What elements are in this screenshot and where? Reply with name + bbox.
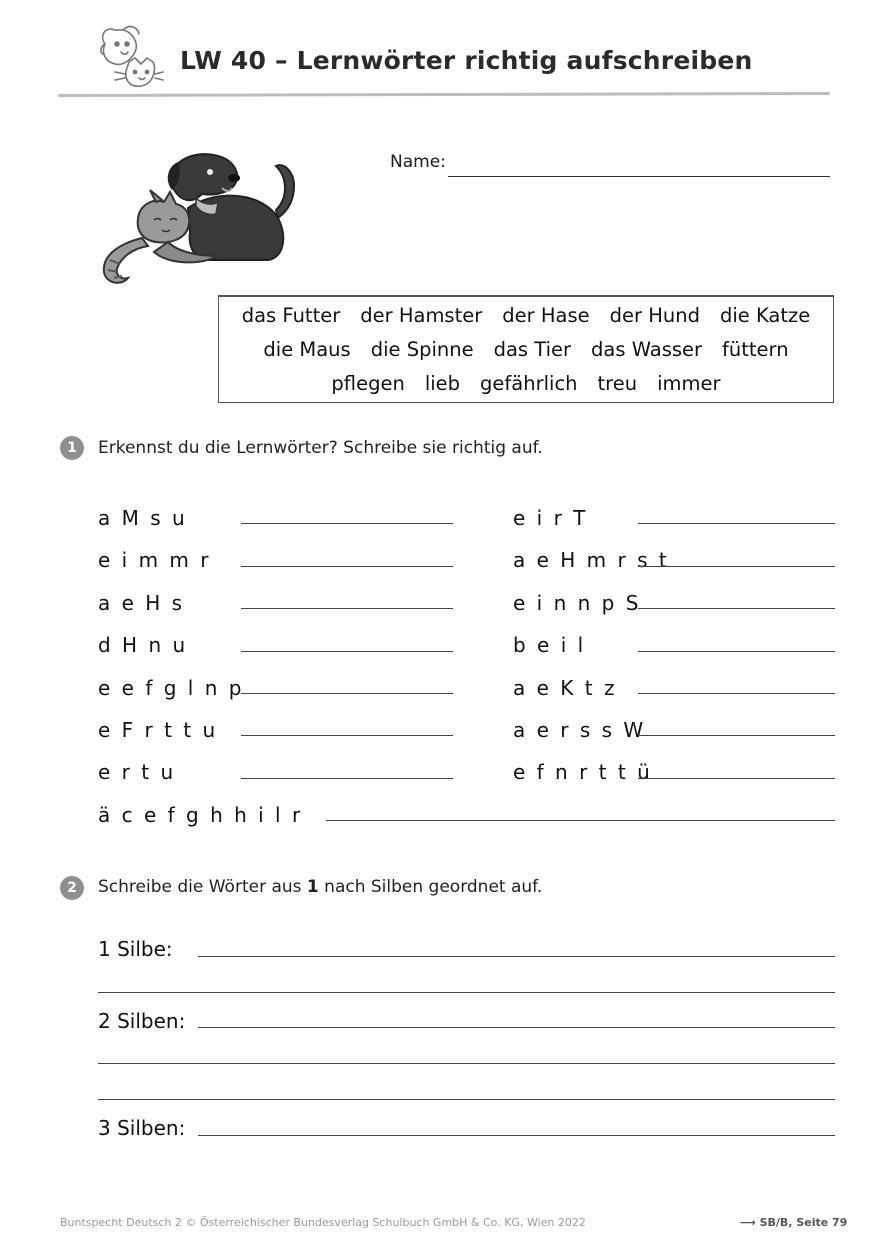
answer-line[interactable] [638, 778, 835, 779]
answer-line[interactable] [638, 523, 835, 524]
answer-line[interactable] [638, 566, 835, 567]
scrambled-word: e i m m r [98, 548, 211, 572]
name-input-line[interactable] [448, 176, 830, 177]
name-label: Name: [390, 152, 446, 172]
word: treu [597, 372, 638, 395]
answer-line[interactable] [241, 693, 453, 694]
answer-line[interactable] [638, 735, 835, 736]
title-divider [58, 92, 830, 97]
answer-line[interactable] [198, 1135, 835, 1136]
answer-line[interactable] [241, 778, 453, 779]
answer-line[interactable] [241, 523, 453, 524]
answer-line[interactable] [98, 1099, 835, 1100]
answer-line[interactable] [241, 735, 453, 736]
page-title: LW 40 – Lernwörter richtig aufschreiben [180, 46, 753, 75]
answer-line[interactable] [638, 608, 835, 609]
answer-line[interactable] [638, 693, 835, 694]
word: die Maus [263, 338, 351, 361]
word: das Futter [241, 304, 341, 327]
word-row [219, 372, 833, 395]
syllable-label-2: 2 Silben: [98, 1009, 186, 1033]
word-row [219, 304, 833, 327]
syllable-label-1: 1 Silbe: [98, 937, 173, 961]
word-box [218, 295, 834, 403]
word: füttern [722, 338, 789, 361]
footer-copyright: Buntspecht Deutsch 2 © Österreichischer Bundesverlag Schulbuch GmbH & Co. KG, Wien 2022 [60, 1216, 586, 1229]
word: der Hund [609, 304, 700, 327]
word: der Hase [502, 304, 590, 327]
word-row [219, 338, 833, 361]
scrambled-word: a e H s [98, 591, 185, 615]
dog-and-cat-illustration [98, 148, 298, 288]
task-number-badge: 2 [60, 876, 84, 900]
scrambled-word: e r t u [98, 760, 176, 784]
word: das Tier [493, 338, 572, 361]
answer-line[interactable] [98, 1063, 835, 1064]
scrambled-word: ä c e f g h h i l r [98, 803, 303, 827]
answer-line[interactable] [98, 992, 835, 993]
scrambled-word: a e r s s W [513, 718, 646, 742]
scrambled-word: a M s u [98, 506, 188, 530]
word: die Katze [720, 304, 811, 327]
answer-line[interactable] [638, 651, 835, 652]
footer-page-reference: ⟶ SB/B, Seite 79 [740, 1216, 848, 1229]
word: der Hamster [360, 304, 483, 327]
answer-line[interactable] [198, 1027, 835, 1028]
scrambled-word: d H n u [98, 633, 188, 657]
scrambled-word: e F r t t u [98, 718, 218, 742]
answer-line[interactable] [241, 566, 453, 567]
word: gefährlich [480, 372, 578, 395]
task-number-badge: 1 [60, 436, 84, 460]
scrambled-word: a e H m r s t [513, 548, 670, 572]
answer-line[interactable] [241, 608, 453, 609]
instruction-bold-ref: 1 [306, 877, 319, 897]
word: pflegen [331, 372, 405, 395]
instruction-text: nach Silben geordnet auf. [318, 877, 543, 897]
answer-line[interactable] [241, 651, 453, 652]
scrambled-word: b e i l [513, 633, 586, 657]
word: das Wasser [591, 338, 703, 361]
instruction-text: Schreibe die Wörter aus [98, 877, 307, 897]
task-instruction: Erkennst du die Lernwörter? Schreibe sie richtig auf. [98, 438, 543, 458]
word: immer [657, 372, 721, 395]
dog-cat-icon [95, 22, 165, 92]
task-instruction [98, 877, 542, 897]
scrambled-word: e f n r t t ü [513, 760, 653, 784]
word: die Spinne [370, 338, 474, 361]
word: lieb [424, 372, 461, 395]
answer-line[interactable] [326, 820, 835, 821]
syllable-label-3: 3 Silben: [98, 1116, 186, 1140]
scrambled-word: e i r T [513, 506, 588, 530]
scrambled-word: e i n n p S [513, 591, 641, 615]
scrambled-word: e e f g l n p [98, 676, 244, 700]
answer-line[interactable] [198, 956, 835, 957]
scrambled-word: a e K t z [513, 676, 617, 700]
